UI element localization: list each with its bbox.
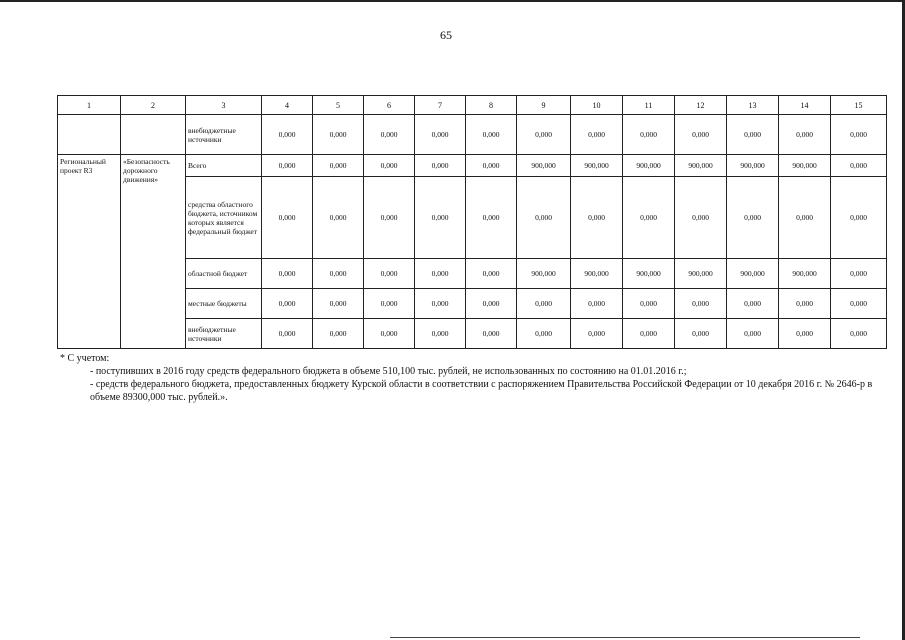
page-number: 65 (440, 28, 452, 42)
project-name: Региональный проект R3 (58, 155, 121, 349)
value-cell: 900,000 (571, 155, 623, 177)
footnote-item-1: - поступивших в 2016 году средств федерального бюджета в объеме 510,100 тыс. рублей, не использованных по состоянию на 01.01.2016 г.; (90, 366, 687, 377)
value-cell: 0,000 (727, 115, 779, 155)
value-cell: 0,000 (313, 155, 364, 177)
value-cell: 0,000 (675, 289, 727, 319)
value-cell: 0,000 (571, 115, 623, 155)
value-cell: 900,000 (779, 155, 831, 177)
value-cell: 0,000 (262, 289, 313, 319)
value-cell: 0,000 (831, 259, 887, 289)
row-indicator: местные бюджеты (186, 289, 262, 319)
value-cell: 900,000 (675, 259, 727, 289)
table-row (58, 155, 887, 177)
value-cell: 0,000 (831, 155, 887, 177)
column-number: 10 (571, 96, 623, 115)
value-cell: 0,000 (415, 319, 466, 349)
column-number: 15 (831, 96, 887, 115)
column-number: 14 (779, 96, 831, 115)
row-indicator: внебюджетные источники (186, 319, 262, 349)
table-header-row (58, 96, 887, 115)
value-cell: 0,000 (466, 155, 517, 177)
value-cell: 0,000 (831, 177, 887, 259)
value-cell: 0,000 (466, 115, 517, 155)
value-cell: 0,000 (675, 177, 727, 259)
value-cell: 0,000 (831, 115, 887, 155)
empty-cell (58, 115, 121, 155)
value-cell: 0,000 (727, 177, 779, 259)
budget-table (57, 95, 887, 349)
value-cell: 900,000 (779, 259, 831, 289)
value-cell: 0,000 (779, 289, 831, 319)
value-cell: 0,000 (262, 155, 313, 177)
column-number: 13 (727, 96, 779, 115)
value-cell: 0,000 (364, 259, 415, 289)
value-cell: 0,000 (313, 177, 364, 259)
value-cell: 0,000 (831, 319, 887, 349)
scan-edge-bottom (390, 637, 860, 638)
value-cell: 0,000 (517, 115, 571, 155)
value-cell: 0,000 (313, 319, 364, 349)
value-cell: 0,000 (571, 289, 623, 319)
value-cell: 0,000 (466, 289, 517, 319)
value-cell: 900,000 (675, 155, 727, 177)
value-cell: 0,000 (364, 289, 415, 319)
value-cell: 0,000 (779, 177, 831, 259)
value-cell: 0,000 (466, 259, 517, 289)
footnotes (60, 352, 880, 404)
empty-cell (121, 115, 186, 155)
value-cell: 0,000 (623, 115, 675, 155)
value-cell: 0,000 (262, 319, 313, 349)
column-number: 3 (186, 96, 262, 115)
value-cell: 0,000 (313, 115, 364, 155)
column-number: 11 (623, 96, 675, 115)
value-cell: 0,000 (415, 289, 466, 319)
project-title: «Безопасность дорожного движения» (121, 155, 186, 349)
value-cell: 900,000 (623, 259, 675, 289)
value-cell: 0,000 (262, 115, 313, 155)
column-number: 8 (466, 96, 517, 115)
value-cell: 0,000 (571, 319, 623, 349)
value-cell: 0,000 (779, 319, 831, 349)
value-cell: 0,000 (415, 115, 466, 155)
value-cell: 0,000 (415, 177, 466, 259)
value-cell: 0,000 (313, 289, 364, 319)
column-number: 6 (364, 96, 415, 115)
scan-edge-top (0, 0, 905, 2)
value-cell: 900,000 (571, 259, 623, 289)
value-cell: 0,000 (466, 177, 517, 259)
value-cell: 0,000 (623, 177, 675, 259)
value-cell: 0,000 (517, 289, 571, 319)
row-indicator: областной бюджет (186, 259, 262, 289)
column-number: 4 (262, 96, 313, 115)
value-cell: 900,000 (517, 155, 571, 177)
value-cell: 0,000 (571, 177, 623, 259)
row-indicator: средства областного бюджета, источником которых является федеральный бюджет (186, 177, 262, 259)
footnote-intro: * С учетом: (60, 353, 110, 364)
row-indicator: Всего (186, 155, 262, 177)
value-cell: 0,000 (364, 177, 415, 259)
value-cell: 0,000 (675, 115, 727, 155)
value-cell: 0,000 (517, 177, 571, 259)
value-cell: 0,000 (262, 259, 313, 289)
value-cell: 0,000 (727, 319, 779, 349)
value-cell: 900,000 (727, 259, 779, 289)
value-cell: 900,000 (517, 259, 571, 289)
value-cell: 0,000 (466, 319, 517, 349)
value-cell: 0,000 (623, 289, 675, 319)
value-cell: 0,000 (313, 259, 364, 289)
value-cell: 0,000 (364, 155, 415, 177)
footnote-item-2: - средств федерального бюджета, предоставленных бюджету Курской области в соответствии с распоряжением Правительства Российской Федерации от 10 декабря 2016 г. № 2646-р в объеме 89300,000 тыс. рублей.». (90, 379, 873, 403)
value-cell: 0,000 (415, 259, 466, 289)
column-number: 12 (675, 96, 727, 115)
value-cell: 0,000 (415, 155, 466, 177)
value-cell: 0,000 (364, 115, 415, 155)
column-number: 1 (58, 96, 121, 115)
row-indicator: внебюджетные источники (186, 115, 262, 155)
value-cell: 0,000 (831, 289, 887, 319)
value-cell: 0,000 (675, 319, 727, 349)
value-cell: 900,000 (623, 155, 675, 177)
value-cell: 0,000 (262, 177, 313, 259)
value-cell: 900,000 (727, 155, 779, 177)
value-cell: 0,000 (779, 115, 831, 155)
column-number: 9 (517, 96, 571, 115)
value-cell: 0,000 (364, 319, 415, 349)
value-cell: 0,000 (727, 289, 779, 319)
column-number: 2 (121, 96, 186, 115)
value-cell: 0,000 (623, 319, 675, 349)
column-number: 5 (313, 96, 364, 115)
value-cell: 0,000 (517, 319, 571, 349)
column-number: 7 (415, 96, 466, 115)
table-row (58, 115, 887, 155)
